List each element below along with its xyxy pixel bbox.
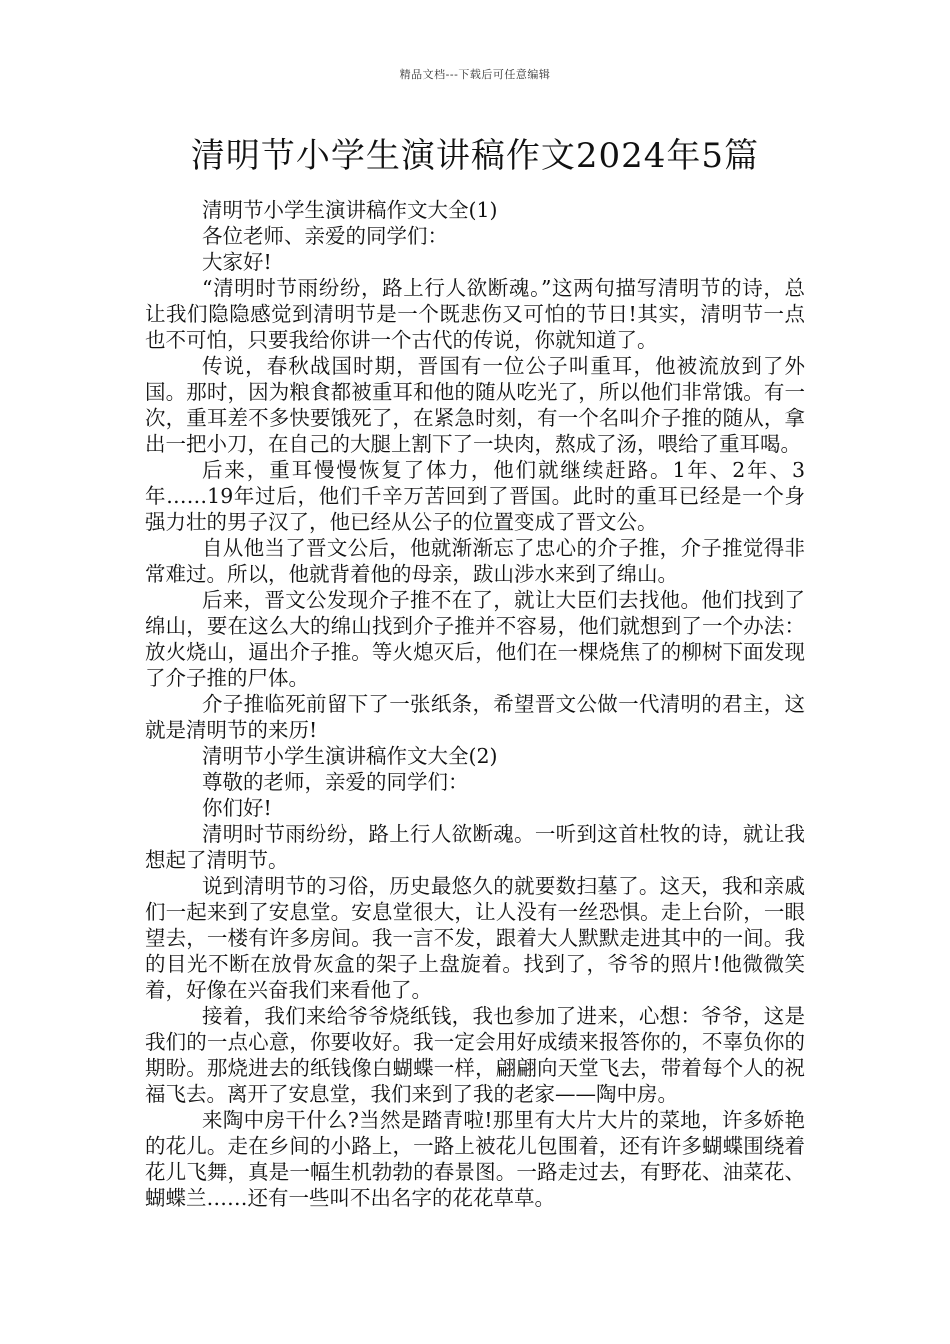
- paragraph: 介子推临死前留下了一张纸条，希望晋文公做一代清明的君主，这就是清明节的来历!: [145, 692, 805, 742]
- greeting-2: 你们好!: [202, 796, 272, 820]
- header-note: 精品文档---下载后可任意编辑: [399, 68, 551, 81]
- salutation-1: 各位老师、亲爱的同学们：: [202, 224, 448, 248]
- paragraph: 后来，晋文公发现介子推不在了，就让大臣们去找他。他们找到了绵山，要在这么大的绵山找到介子推并不容易，他们就想到了一个办法：放火烧山，逼出介子推。等火熄灭后，他们在一棵烧焦了的柳树下面发现了介子推的尸体。: [145, 588, 805, 690]
- paragraph: “清明时节雨纷纷，路上行人欲断魂。”这两句描写清明节的诗，总让我们隐隐感觉到清明节是一个既悲伤又可怕的节日!其实，清明节一点也不可怕，只要我给你讲一个古代的传说，你就知道了。: [145, 276, 805, 352]
- section-heading-1: 清明节小学生演讲稿作文大全(1): [202, 198, 498, 222]
- paragraph: 传说，春秋战国时期，晋国有一位公子叫重耳，他被流放到了外国。那时，因为粮食都被重耳和他的随从吃光了，所以他们非常饿。有一次，重耳差不多快要饿死了，在紧急时刻，有一个名叫介子推的随从，拿出一把小刀，在自己的大腿上割下了一块肉，熬成了汤，喂给了重耳喝。: [145, 354, 805, 456]
- document-body: [145, 197, 805, 1211]
- paragraph: 来陶中房干什么?当然是踏青啦!那里有大片大片的菜地，许多娇艳的花儿。走在乡间的小路上，一路上被花儿包围着，还有许多蝴蝶围绕着花儿飞舞，真是一幅生机勃勃的春景图。一路走过去，有野花、油菜花、蝴蝶兰……还有一些叫不出名字的花花草草。: [145, 1108, 805, 1210]
- paragraph: 自从他当了晋文公后，他就渐渐忘了忠心的介子推，介子推觉得非常难过。所以，他就背着他的母亲，跋山涉水来到了绵山。: [145, 536, 805, 586]
- greeting-1: 大家好!: [202, 250, 272, 274]
- salutation-2: 尊敬的老师，亲爱的同学们：: [202, 770, 469, 794]
- section-heading-2: 清明节小学生演讲稿作文大全(2): [202, 744, 498, 768]
- paragraph: 后来，重耳慢慢恢复了体力，他们就继续赶路。1年、2年、3年……19年过后，他们千辛万苦回到了晋国。此时的重耳已经是一个身强力壮的男子汉了，他已经从公子的位置变成了晋文公。: [145, 458, 805, 534]
- paragraph: 接着，我们来给爷爷烧纸钱，我也参加了进来，心想：爷爷，这是我们的一点心意，你要收好。我一定会用好成绩来报答你的，不辜负你的期盼。那烧进去的纸钱像白蝴蝶一样，翩翩向天堂飞去，带着每个人的祝福飞去。离开了安息堂，我们来到了我的老家——陶中房。: [145, 1004, 805, 1106]
- paragraph: 清明时节雨纷纷，路上行人欲断魂。一听到这首杜牧的诗，就让我想起了清明节。: [145, 822, 805, 872]
- paragraph: 说到清明节的习俗，历史最悠久的就要数扫墓了。这天，我和亲戚们一起来到了安息堂。安息堂很大，让人没有一丝恐惧。走上台阶，一眼望去，一楼有许多房间。我一言不发，跟着大人默默走进其中的一间。我的目光不断在放骨灰盒的架子上盘旋着。找到了，爷爷的照片!他微微笑着，好像在兴奋我们来看他了。: [145, 874, 805, 1002]
- document-title: 清明节小学生演讲稿作文2024年5篇: [190, 136, 760, 176]
